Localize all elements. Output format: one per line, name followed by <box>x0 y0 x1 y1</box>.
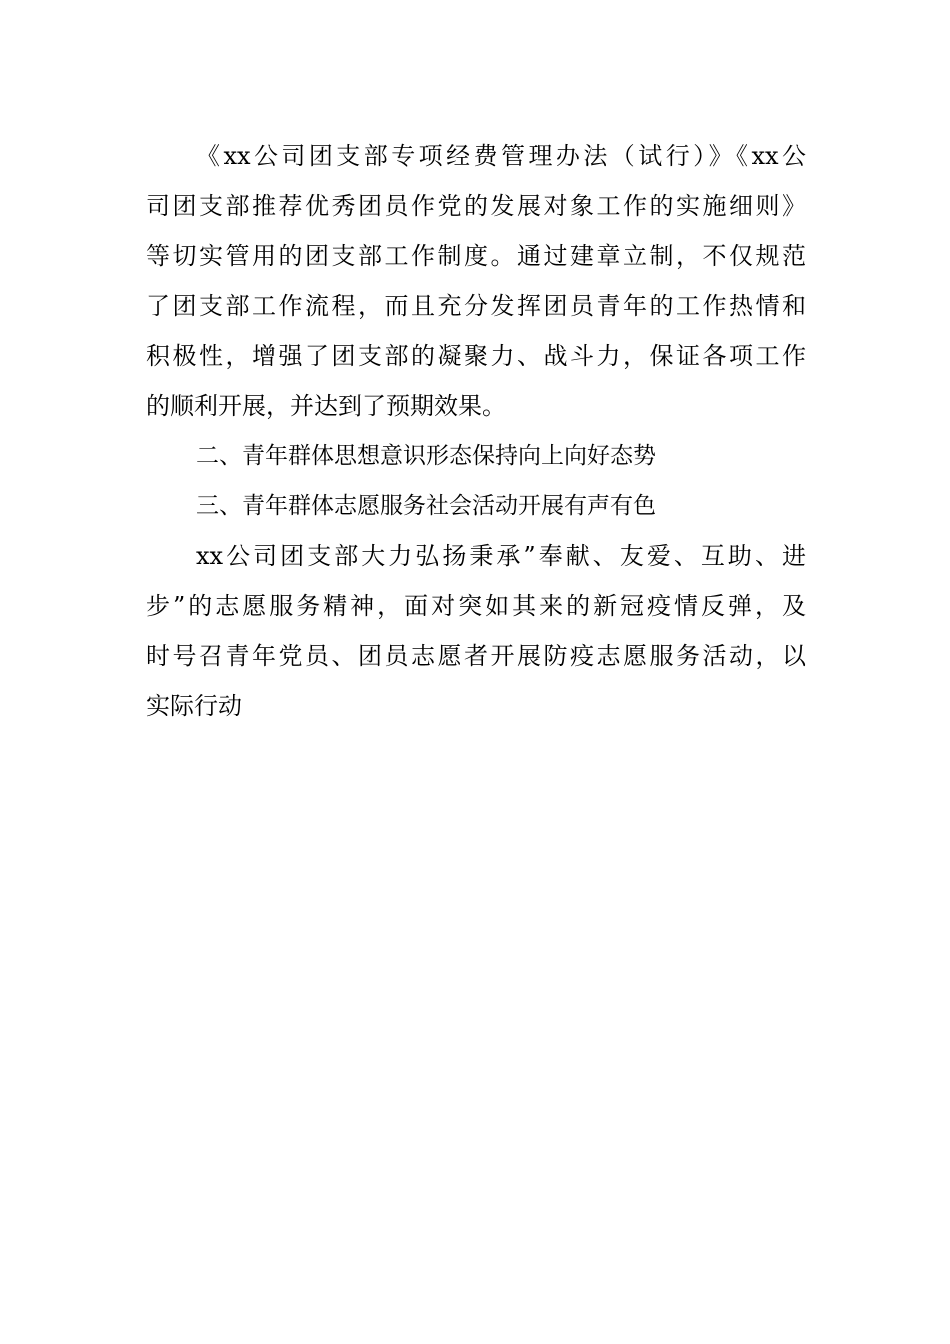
paragraph-line: 步”的志愿服务精神，面对突如其来的新冠疫情反弹，及 <box>146 592 806 620</box>
paragraph-line: 时号召青年党员、团员志愿者开展防疫志愿服务活动，以 <box>146 642 806 670</box>
paragraph-volunteer-service <box>146 531 806 731</box>
document-body <box>146 131 806 731</box>
paragraph-line: 《xx公司团支部专项经费管理办法（试行）》《xx公 <box>196 142 806 170</box>
paragraph-line: 的顺利开展，并达到了预期效果。 <box>146 392 506 420</box>
paragraph-line: 司团支部推荐优秀团员作党的发展对象工作的实施细则》 <box>146 192 806 220</box>
paragraph-work-systems <box>146 131 806 431</box>
paragraph-line: 积极性，增强了团支部的凝聚力、战斗力，保证各项工作 <box>146 342 806 370</box>
paragraph-line: 实际行动 <box>146 692 242 720</box>
paragraph-line: 等切实管用的团支部工作制度。通过建章立制，不仅规范 <box>146 242 806 270</box>
section-heading-three: 三、青年群体志愿服务社会活动开展有声有色 <box>196 493 656 519</box>
paragraph-line: xx公司团支部大力弘扬秉承”奉献、友爱、互助、进 <box>196 542 806 570</box>
paragraph-line: 了团支部工作流程，而且充分发挥团员青年的工作热情和 <box>146 292 806 320</box>
section-heading-two: 二、青年群体思想意识形态保持向上向好态势 <box>196 443 656 469</box>
